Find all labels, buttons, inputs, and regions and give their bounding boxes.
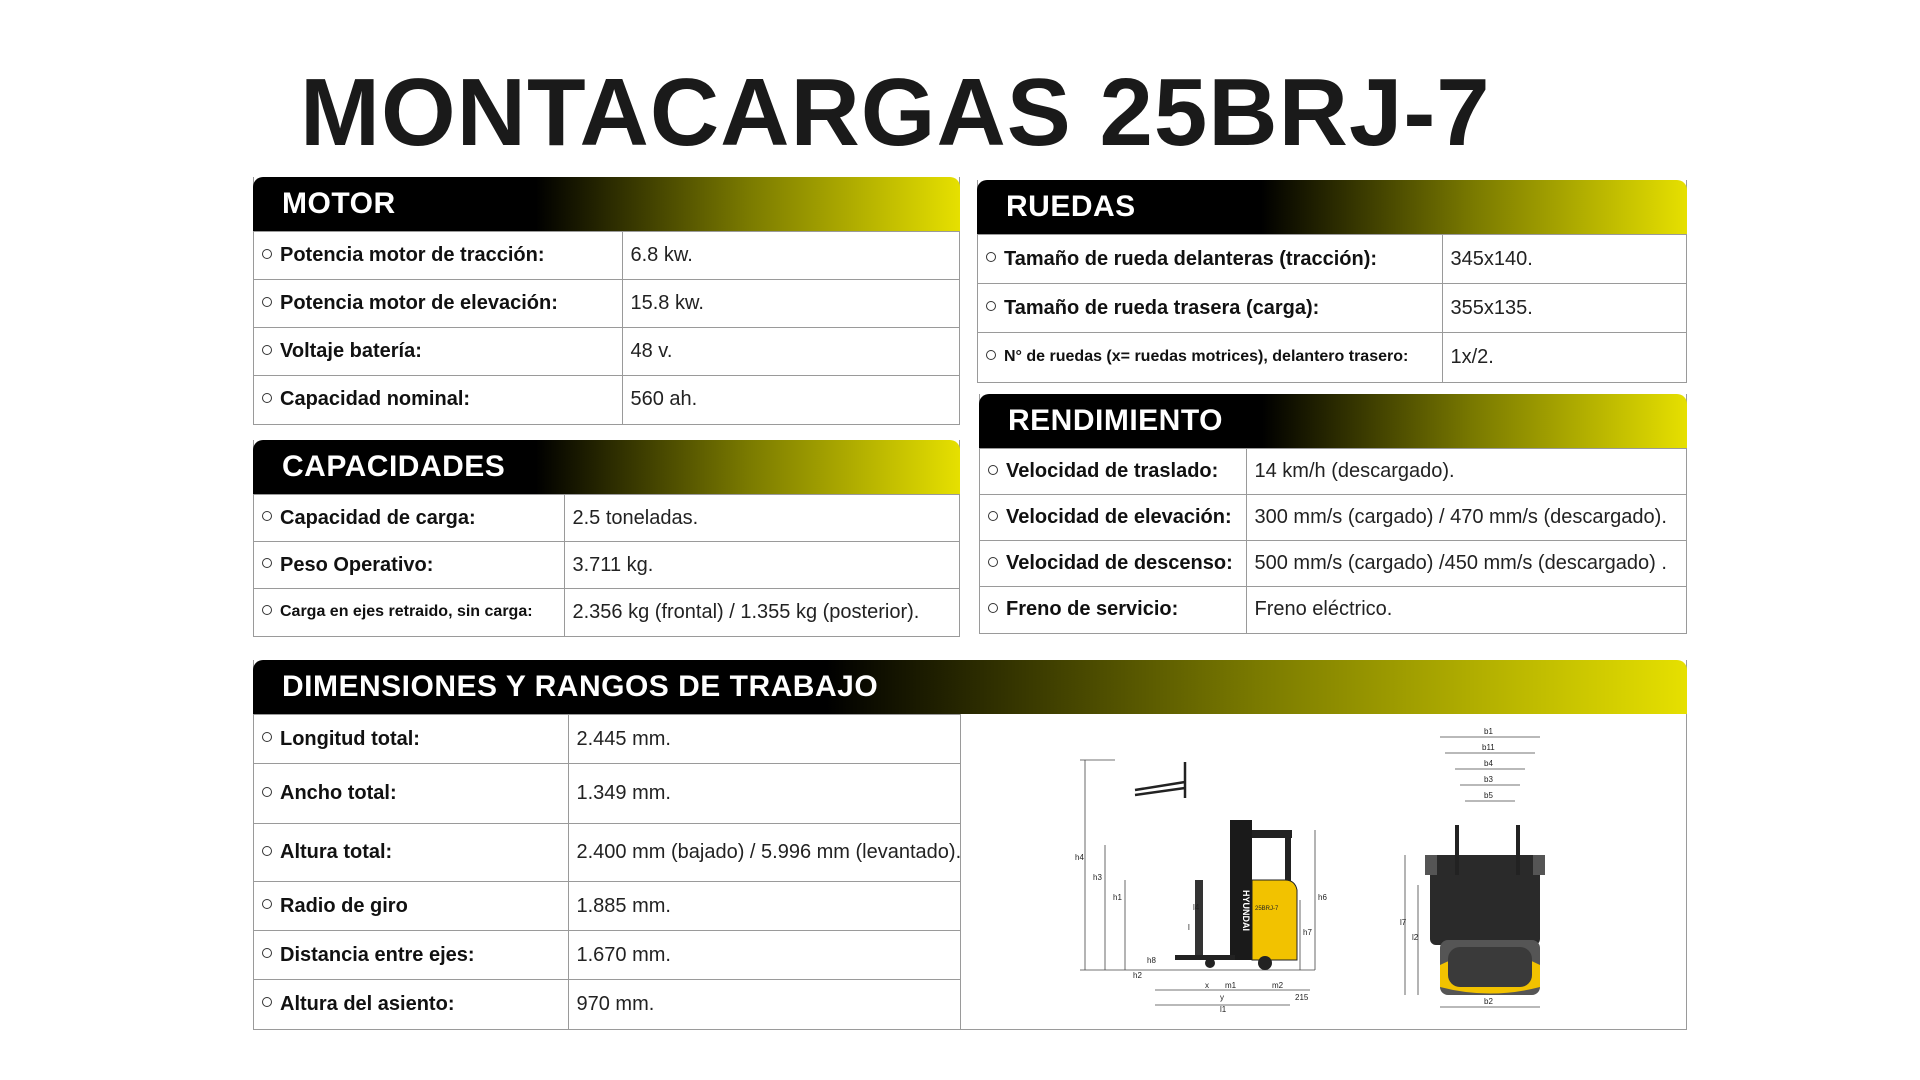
table-row — [254, 882, 961, 931]
page-title: MONTACARGAS 25BRJ-7 — [300, 59, 1491, 166]
dim-label: h8 — [1147, 956, 1156, 965]
spec-label: Voltaje batería: — [254, 328, 622, 376]
ruedas-header: RUEDAS — [977, 180, 1687, 234]
dimensiones-header: DIMENSIONES Y RANGOS DE TRABAJO — [253, 660, 1687, 714]
dim-label: l — [1188, 923, 1190, 932]
table-row — [980, 541, 1686, 587]
spec-label: Carga en ejes retraido, sin carga: — [254, 589, 564, 636]
table-row — [254, 589, 959, 636]
spec-label: Velocidad de elevación: — [980, 495, 1246, 541]
spec-label: Potencia motor de tracción: — [254, 232, 622, 280]
spec-value: 2.356 kg (frontal) / 1.355 kg (posterior). — [564, 589, 959, 636]
table-row — [254, 980, 961, 1029]
spec-label: Longitud total: — [254, 715, 568, 764]
table-row — [980, 587, 1686, 633]
table-row — [254, 376, 959, 424]
forklift-side-view-diagram — [1075, 750, 1325, 1015]
spec-label: Potencia motor de elevación: — [254, 280, 622, 328]
spec-label: Velocidad de descenso: — [980, 541, 1246, 587]
spec-value: 1.349 mm. — [568, 764, 961, 824]
spec-label: Tamaño de rueda trasera (carga): — [978, 284, 1442, 333]
motor-header: MOTOR — [253, 177, 960, 231]
motor-panel — [253, 177, 960, 425]
spec-value: 1x/2. — [1442, 333, 1686, 382]
spec-label: Radio de giro — [254, 882, 568, 931]
dim-label: b5 — [1484, 791, 1493, 800]
spec-value: 500 mm/s (cargado) /450 mm/s (descargado) . — [1246, 541, 1686, 587]
spec-label: N° de ruedas (x= ruedas motrices), delantero trasero: — [978, 333, 1442, 382]
table-row — [254, 764, 961, 824]
dim-label: b2 — [1484, 997, 1493, 1006]
spec-label: Capacidad de carga: — [254, 495, 564, 542]
table-row — [254, 495, 959, 542]
spec-label: Freno de servicio: — [980, 587, 1246, 633]
spec-value: Freno eléctrico. — [1246, 587, 1686, 633]
spec-value: 48 v. — [622, 328, 959, 376]
dim-label: b11 — [1482, 743, 1495, 752]
spec-value: 1.885 mm. — [568, 882, 961, 931]
ruedas-table — [978, 234, 1686, 382]
spec-value: 3.711 kg. — [564, 542, 959, 589]
svg-text:25BRJ-7: 25BRJ-7 — [1255, 906, 1279, 912]
table-row — [254, 542, 959, 589]
spec-value: 345x140. — [1442, 235, 1686, 284]
spec-value: 15.8 kw. — [622, 280, 959, 328]
table-row — [254, 715, 961, 764]
spec-value: 1.670 mm. — [568, 931, 961, 980]
dim-label: 215 — [1295, 993, 1309, 1002]
table-row — [978, 333, 1686, 382]
rendimiento-table — [980, 448, 1686, 633]
spec-label: Altura del asiento: — [254, 980, 568, 1029]
dim-label: l2 — [1412, 933, 1419, 942]
spec-value: 14 km/h (descargado). — [1246, 449, 1686, 495]
spec-value: 300 mm/s (cargado) / 470 mm/s (descargado). — [1246, 495, 1686, 541]
table-row — [978, 284, 1686, 333]
dim-label: x — [1205, 981, 1209, 990]
table-row — [980, 495, 1686, 541]
table-row — [254, 328, 959, 376]
table-row — [254, 232, 959, 280]
brand-label: HYUNDAI — [1241, 890, 1251, 932]
dim-label: m1 — [1225, 981, 1237, 990]
dim-label: b4 — [1484, 759, 1493, 768]
table-row — [254, 931, 961, 980]
table-row — [978, 235, 1686, 284]
spec-label: Ancho total: — [254, 764, 568, 824]
ruedas-panel — [977, 180, 1687, 383]
dim-label: m2 — [1272, 981, 1284, 990]
spec-label: Velocidad de traslado: — [980, 449, 1246, 495]
spec-value: 970 mm. — [568, 980, 961, 1029]
spec-value: 560 ah. — [622, 376, 959, 424]
table-row — [980, 449, 1686, 495]
dimensiones-table — [254, 714, 961, 1029]
spec-label: Distancia entre ejes: — [254, 931, 568, 980]
capacidades-panel — [253, 440, 960, 637]
spec-value: 2.5 toneladas. — [564, 495, 959, 542]
rendimiento-header: RENDIMIENTO — [979, 394, 1687, 448]
spec-value: 355x135. — [1442, 284, 1686, 333]
capacidades-table — [254, 494, 959, 636]
dim-label: h2 — [1133, 971, 1142, 980]
spec-label: Tamaño de rueda delanteras (tracción): — [978, 235, 1442, 284]
forklift-front-view-diagram — [1400, 725, 1580, 1015]
spec-label: Peso Operativo: — [254, 542, 564, 589]
dim-label: l4 — [1193, 903, 1200, 912]
dim-label: b1 — [1484, 727, 1493, 736]
spec-label: Altura total: — [254, 824, 568, 882]
table-row — [254, 280, 959, 328]
spec-value: 2.445 mm. — [568, 715, 961, 764]
capacidades-header: CAPACIDADES — [253, 440, 960, 494]
rendimiento-panel — [979, 394, 1687, 634]
dim-label: h1 — [1113, 893, 1122, 902]
spec-label: Capacidad nominal: — [254, 376, 622, 424]
spec-value: 6.8 kw. — [622, 232, 959, 280]
dim-label: y — [1220, 993, 1224, 1002]
table-row — [254, 824, 961, 882]
dim-label: h7 — [1303, 928, 1312, 937]
dim-label: l7 — [1400, 918, 1407, 927]
dim-label: b3 — [1484, 775, 1493, 784]
dim-label: h4 — [1075, 853, 1084, 862]
motor-table — [254, 231, 959, 424]
dim-label: l1 — [1220, 1005, 1227, 1014]
spec-value: 2.400 mm (bajado) / 5.996 mm (levantado). — [568, 824, 961, 882]
dim-label: h6 — [1318, 893, 1327, 902]
dim-label: h3 — [1093, 873, 1102, 882]
